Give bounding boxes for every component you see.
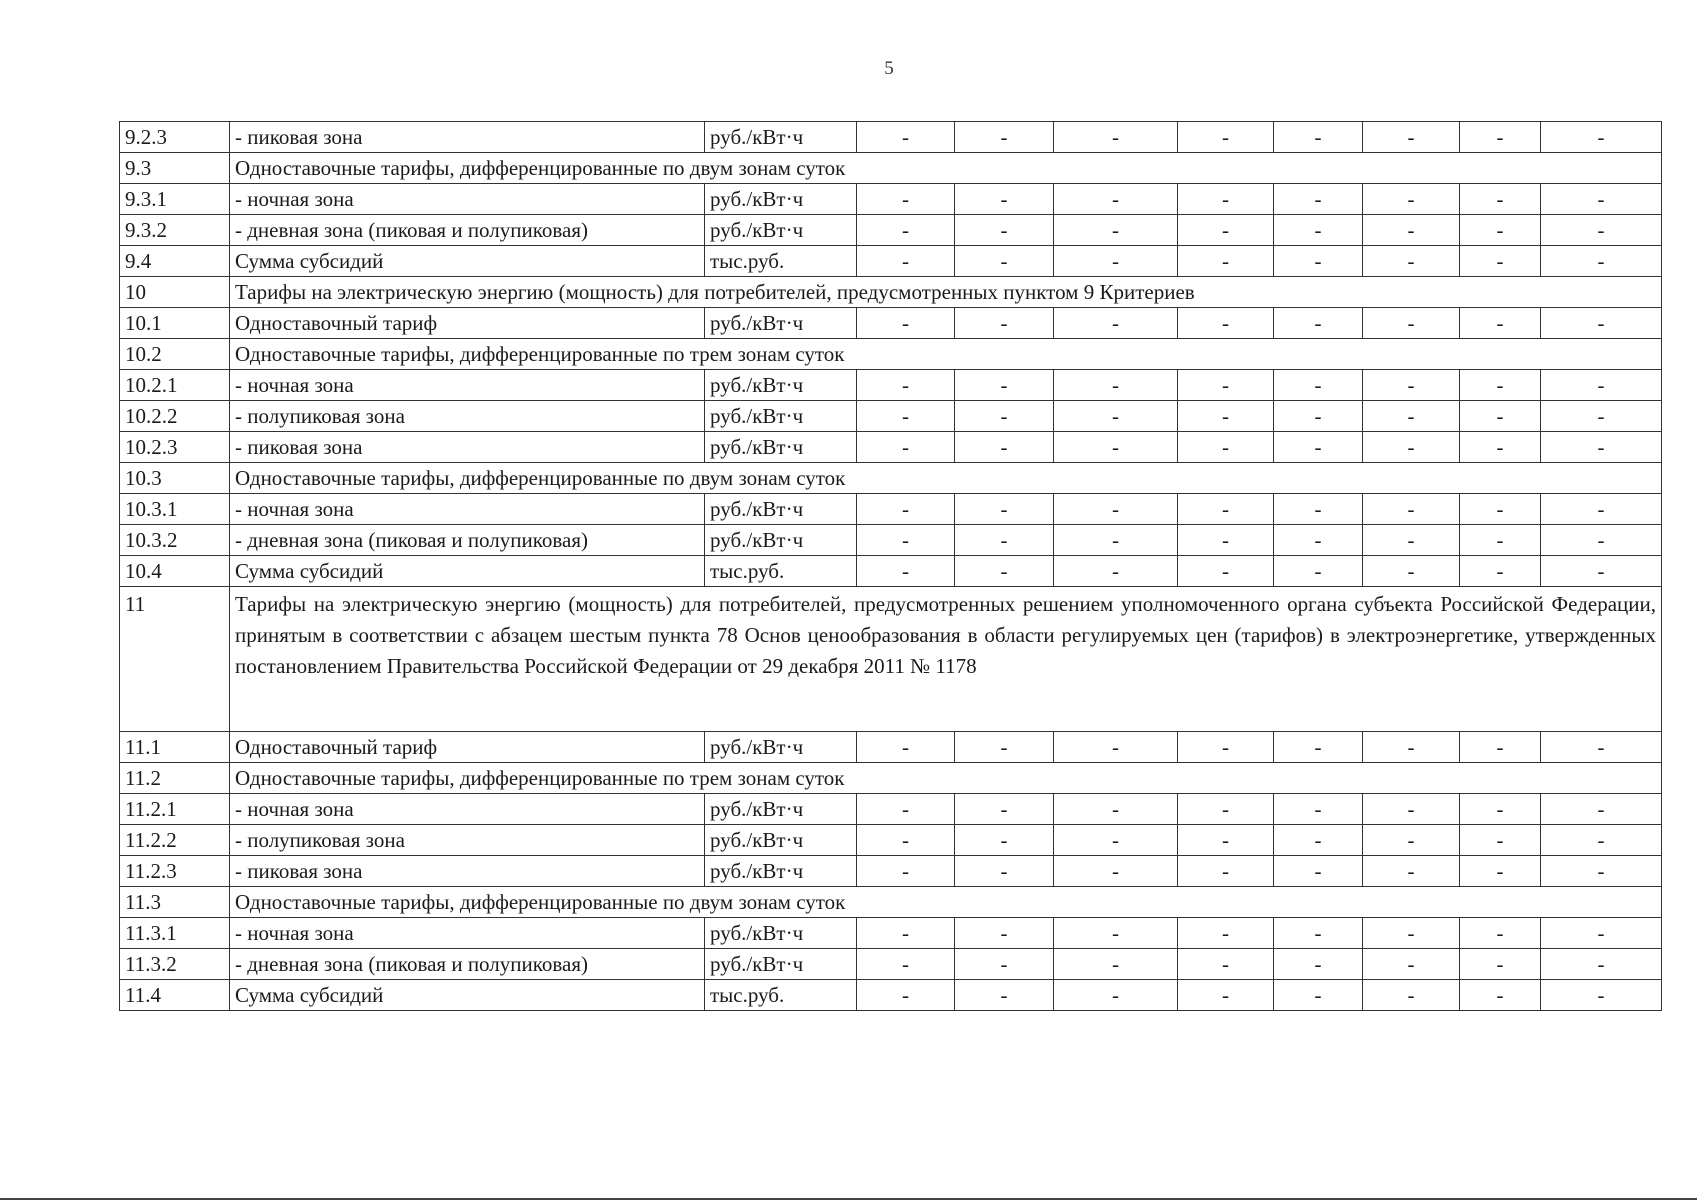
value-cell: -: [1363, 856, 1460, 887]
row-code: 9.3.1: [120, 184, 230, 215]
value-cell: -: [857, 246, 955, 277]
value-cell: -: [1274, 246, 1363, 277]
row-code: 11.2.1: [120, 794, 230, 825]
value-cell: -: [1460, 370, 1541, 401]
row-name: - пиковая зона: [230, 432, 705, 463]
value-cell: -: [955, 215, 1054, 246]
value-cell: -: [1363, 556, 1460, 587]
value-cell: -: [1363, 215, 1460, 246]
value-cell: -: [1054, 370, 1178, 401]
value-cell: -: [1541, 980, 1662, 1011]
value-cell: -: [1541, 122, 1662, 153]
value-cell: -: [1541, 556, 1662, 587]
row-name: Одноставочный тариф: [230, 732, 705, 763]
row-name: - ночная зона: [230, 370, 705, 401]
table-row: [120, 732, 1662, 763]
value-cell: -: [1541, 949, 1662, 980]
value-cell: -: [1054, 432, 1178, 463]
value-cell: -: [1460, 525, 1541, 556]
value-cell: -: [1054, 556, 1178, 587]
row-code: 11.2.3: [120, 856, 230, 887]
table-row: [120, 122, 1662, 153]
value-cell: -: [1460, 246, 1541, 277]
row-code: 11.3.2: [120, 949, 230, 980]
value-cell: -: [1460, 918, 1541, 949]
value-cell: -: [1541, 494, 1662, 525]
value-cell: -: [1363, 308, 1460, 339]
value-cell: -: [1274, 980, 1363, 1011]
value-cell: -: [1274, 401, 1363, 432]
value-cell: -: [1541, 184, 1662, 215]
row-unit: руб./кВт·ч: [705, 308, 857, 339]
value-cell: -: [1178, 494, 1274, 525]
value-cell: -: [857, 794, 955, 825]
section-title: Одноставочные тарифы, дифференцированные по трем зонам суток: [230, 763, 1662, 794]
value-cell: -: [1541, 794, 1662, 825]
table-row: [120, 556, 1662, 587]
value-cell: -: [1274, 556, 1363, 587]
value-cell: -: [1460, 949, 1541, 980]
value-cell: -: [1460, 825, 1541, 856]
value-cell: -: [857, 308, 955, 339]
table-row: [120, 246, 1662, 277]
value-cell: -: [857, 122, 955, 153]
value-cell: -: [857, 401, 955, 432]
value-cell: -: [1054, 949, 1178, 980]
value-cell: -: [1178, 732, 1274, 763]
value-cell: -: [1541, 525, 1662, 556]
value-cell: -: [955, 949, 1054, 980]
value-cell: -: [1054, 856, 1178, 887]
row-unit: руб./кВт·ч: [705, 825, 857, 856]
row-unit: руб./кВт·ч: [705, 401, 857, 432]
row-unit: тыс.руб.: [705, 246, 857, 277]
value-cell: -: [1363, 494, 1460, 525]
value-cell: -: [1178, 825, 1274, 856]
row-code: 11.2.2: [120, 825, 230, 856]
page-number: 5: [884, 58, 894, 79]
value-cell: -: [1363, 370, 1460, 401]
row-name: Одноставочный тариф: [230, 308, 705, 339]
value-cell: -: [1363, 794, 1460, 825]
row-code: 11: [120, 587, 230, 732]
value-cell: -: [857, 370, 955, 401]
row-code: 10.2: [120, 339, 230, 370]
value-cell: -: [955, 918, 1054, 949]
row-name: - дневная зона (пиковая и полупиковая): [230, 525, 705, 556]
value-cell: -: [1363, 246, 1460, 277]
row-unit: руб./кВт·ч: [705, 732, 857, 763]
row-name: Сумма субсидий: [230, 980, 705, 1011]
value-cell: -: [1274, 122, 1363, 153]
value-cell: -: [1541, 856, 1662, 887]
value-cell: -: [955, 122, 1054, 153]
value-cell: -: [1054, 494, 1178, 525]
value-cell: -: [955, 370, 1054, 401]
value-cell: -: [1541, 918, 1662, 949]
value-cell: -: [1178, 184, 1274, 215]
value-cell: -: [1178, 122, 1274, 153]
row-unit: руб./кВт·ч: [705, 856, 857, 887]
section-title: Одноставочные тарифы, дифференцированные по двум зонам суток: [230, 887, 1662, 918]
value-cell: -: [955, 308, 1054, 339]
value-cell: -: [1054, 401, 1178, 432]
value-cell: -: [1178, 525, 1274, 556]
value-cell: -: [1460, 732, 1541, 763]
section-title: Одноставочные тарифы, дифференцированные по двум зонам суток: [230, 463, 1662, 494]
value-cell: -: [955, 556, 1054, 587]
value-cell: -: [955, 794, 1054, 825]
row-unit: руб./кВт·ч: [705, 184, 857, 215]
value-cell: -: [1054, 184, 1178, 215]
value-cell: -: [1541, 732, 1662, 763]
value-cell: -: [1178, 246, 1274, 277]
value-cell: -: [1178, 556, 1274, 587]
value-cell: -: [857, 918, 955, 949]
table-row: [120, 215, 1662, 246]
row-code: 10.2.2: [120, 401, 230, 432]
table-row: [120, 401, 1662, 432]
value-cell: -: [1178, 308, 1274, 339]
value-cell: -: [1054, 525, 1178, 556]
row-name: - полупиковая зона: [230, 825, 705, 856]
value-cell: -: [955, 525, 1054, 556]
value-cell: -: [857, 980, 955, 1011]
table-section-row: [120, 277, 1662, 308]
value-cell: -: [1054, 825, 1178, 856]
value-cell: -: [1460, 432, 1541, 463]
value-cell: -: [1178, 980, 1274, 1011]
value-cell: -: [857, 556, 955, 587]
row-unit: руб./кВт·ч: [705, 432, 857, 463]
value-cell: -: [1054, 794, 1178, 825]
value-cell: -: [1363, 401, 1460, 432]
tariff-table: [119, 121, 1662, 1011]
value-cell: -: [1460, 122, 1541, 153]
value-cell: -: [1054, 122, 1178, 153]
row-code: 10.2.3: [120, 432, 230, 463]
value-cell: -: [1363, 918, 1460, 949]
row-code: 9.3.2: [120, 215, 230, 246]
table-row: [120, 184, 1662, 215]
value-cell: -: [1541, 432, 1662, 463]
value-cell: -: [857, 525, 955, 556]
value-cell: -: [1274, 370, 1363, 401]
table-row: [120, 980, 1662, 1011]
value-cell: -: [1363, 825, 1460, 856]
table-row: [120, 949, 1662, 980]
value-cell: -: [1274, 794, 1363, 825]
row-code: 9.4: [120, 246, 230, 277]
section-title: Тарифы на электрическую энергию (мощность) для потребителей, предусмотренных решением уполномоченного органа субъекта Российской Федерации, принятым в соответствии с абзацем шестым пункта 78 Основ ценообразования в области регулируемых цен (тарифов) в электроэнергетике, утвержденных постановлением Правительства Российской Федерации от 29 декабря 2011 № 1178: [230, 587, 1662, 732]
row-code: 10.3.2: [120, 525, 230, 556]
row-code: 10: [120, 277, 230, 308]
value-cell: -: [857, 184, 955, 215]
value-cell: -: [1054, 246, 1178, 277]
value-cell: -: [955, 856, 1054, 887]
value-cell: -: [1363, 732, 1460, 763]
row-name: Сумма субсидий: [230, 246, 705, 277]
row-name: - полупиковая зона: [230, 401, 705, 432]
value-cell: -: [1054, 732, 1178, 763]
table-row: [120, 794, 1662, 825]
row-unit: руб./кВт·ч: [705, 918, 857, 949]
table-row: [120, 856, 1662, 887]
row-unit: тыс.руб.: [705, 980, 857, 1011]
table-section-row: [120, 587, 1662, 732]
value-cell: -: [1541, 370, 1662, 401]
value-cell: -: [1178, 401, 1274, 432]
value-cell: -: [1460, 556, 1541, 587]
row-name: - ночная зона: [230, 794, 705, 825]
row-unit: руб./кВт·ч: [705, 794, 857, 825]
value-cell: -: [1178, 794, 1274, 825]
row-unit: руб./кВт·ч: [705, 525, 857, 556]
value-cell: -: [1541, 308, 1662, 339]
value-cell: -: [1178, 918, 1274, 949]
row-name: - ночная зона: [230, 494, 705, 525]
row-code: 10.1: [120, 308, 230, 339]
value-cell: -: [1054, 980, 1178, 1011]
value-cell: -: [1274, 856, 1363, 887]
row-name: - пиковая зона: [230, 122, 705, 153]
row-unit: тыс.руб.: [705, 556, 857, 587]
table-row: [120, 370, 1662, 401]
table-body: [120, 122, 1662, 1011]
table-section-row: [120, 763, 1662, 794]
table-section-row: [120, 153, 1662, 184]
value-cell: -: [857, 432, 955, 463]
row-name: - пиковая зона: [230, 856, 705, 887]
value-cell: -: [1460, 856, 1541, 887]
value-cell: -: [955, 246, 1054, 277]
value-cell: -: [1460, 494, 1541, 525]
row-code: 9.2.3: [120, 122, 230, 153]
value-cell: -: [1363, 949, 1460, 980]
value-cell: -: [857, 825, 955, 856]
value-cell: -: [857, 949, 955, 980]
value-cell: -: [1541, 401, 1662, 432]
row-name: Сумма субсидий: [230, 556, 705, 587]
row-name: - ночная зона: [230, 184, 705, 215]
value-cell: -: [1363, 980, 1460, 1011]
value-cell: -: [1460, 184, 1541, 215]
value-cell: -: [1541, 246, 1662, 277]
value-cell: -: [955, 980, 1054, 1011]
value-cell: -: [1054, 918, 1178, 949]
value-cell: -: [1541, 215, 1662, 246]
row-name: - дневная зона (пиковая и полупиковая): [230, 949, 705, 980]
value-cell: -: [1274, 732, 1363, 763]
value-cell: -: [1363, 432, 1460, 463]
value-cell: -: [1274, 215, 1363, 246]
value-cell: -: [1274, 525, 1363, 556]
table-section-row: [120, 887, 1662, 918]
value-cell: -: [1178, 856, 1274, 887]
table-row: [120, 494, 1662, 525]
table-row: [120, 432, 1662, 463]
value-cell: -: [1541, 825, 1662, 856]
row-code: 10.4: [120, 556, 230, 587]
value-cell: -: [1274, 432, 1363, 463]
section-title: Одноставочные тарифы, дифференцированные по двум зонам суток: [230, 153, 1662, 184]
value-cell: -: [1460, 215, 1541, 246]
value-cell: -: [955, 732, 1054, 763]
row-code: 10.2.1: [120, 370, 230, 401]
value-cell: -: [1363, 184, 1460, 215]
table-section-row: [120, 463, 1662, 494]
row-code: 11.2: [120, 763, 230, 794]
value-cell: -: [1178, 949, 1274, 980]
value-cell: -: [1460, 401, 1541, 432]
row-code: 11.1: [120, 732, 230, 763]
row-code: 9.3: [120, 153, 230, 184]
table-section-row: [120, 339, 1662, 370]
value-cell: -: [1054, 215, 1178, 246]
section-title: Одноставочные тарифы, дифференцированные по трем зонам суток: [230, 339, 1662, 370]
value-cell: -: [955, 432, 1054, 463]
value-cell: -: [857, 732, 955, 763]
row-name: - ночная зона: [230, 918, 705, 949]
value-cell: -: [1274, 825, 1363, 856]
value-cell: -: [1460, 308, 1541, 339]
table-row: [120, 918, 1662, 949]
value-cell: -: [1178, 215, 1274, 246]
row-code: 11.3: [120, 887, 230, 918]
row-code: 11.4: [120, 980, 230, 1011]
row-code: 11.3.1: [120, 918, 230, 949]
row-unit: руб./кВт·ч: [705, 215, 857, 246]
value-cell: -: [1054, 308, 1178, 339]
value-cell: -: [1363, 122, 1460, 153]
row-code: 10.3.1: [120, 494, 230, 525]
value-cell: -: [1178, 432, 1274, 463]
table-row: [120, 825, 1662, 856]
row-unit: руб./кВт·ч: [705, 949, 857, 980]
value-cell: -: [955, 494, 1054, 525]
value-cell: -: [1274, 184, 1363, 215]
table-row: [120, 525, 1662, 556]
value-cell: -: [1274, 308, 1363, 339]
value-cell: -: [1274, 949, 1363, 980]
value-cell: -: [857, 856, 955, 887]
value-cell: -: [857, 494, 955, 525]
row-unit: руб./кВт·ч: [705, 122, 857, 153]
value-cell: -: [1178, 370, 1274, 401]
row-name: - дневная зона (пиковая и полупиковая): [230, 215, 705, 246]
row-unit: руб./кВт·ч: [705, 370, 857, 401]
value-cell: -: [1460, 980, 1541, 1011]
value-cell: -: [955, 401, 1054, 432]
value-cell: -: [857, 215, 955, 246]
value-cell: -: [1363, 525, 1460, 556]
row-code: 10.3: [120, 463, 230, 494]
value-cell: -: [1274, 918, 1363, 949]
table-row: [120, 308, 1662, 339]
value-cell: -: [1460, 794, 1541, 825]
section-title: Тарифы на электрическую энергию (мощность) для потребителей, предусмотренных пунктом 9 Критериев: [230, 277, 1662, 308]
value-cell: -: [955, 825, 1054, 856]
value-cell: -: [955, 184, 1054, 215]
row-unit: руб./кВт·ч: [705, 494, 857, 525]
value-cell: -: [1274, 494, 1363, 525]
